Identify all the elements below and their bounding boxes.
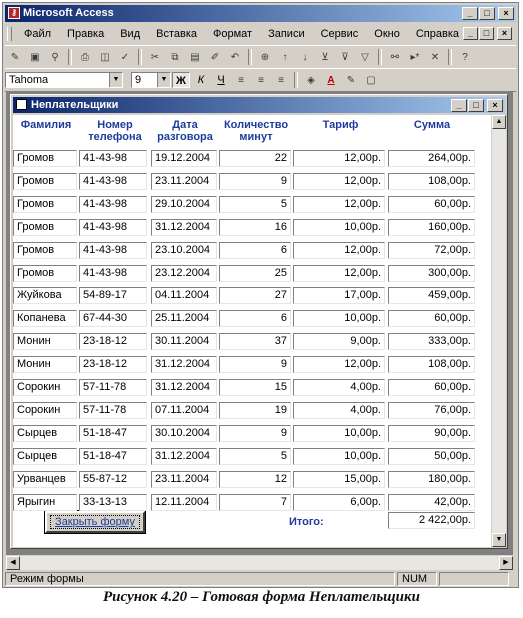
copy-icon[interactable]: ⧉ — [171, 51, 179, 63]
cell-sum[interactable]: 333,00р. — [388, 333, 475, 350]
filter-selection-icon[interactable]: ⊻ — [321, 51, 329, 63]
cell-minutes[interactable]: 9 — [219, 425, 291, 442]
cell-minutes[interactable]: 5 — [219, 196, 291, 213]
cell-tariff[interactable]: 4,00р. — [293, 402, 385, 419]
hyperlink-icon[interactable]: ⊕ — [260, 51, 270, 63]
cell-sum[interactable]: 108,00р. — [388, 356, 475, 373]
cell-date[interactable]: 19.12.2004 — [151, 150, 217, 167]
font-dropdown-icon[interactable]: ▼ — [109, 73, 122, 87]
cell-phone[interactable]: 51-18-47 — [79, 448, 147, 465]
new-record-icon[interactable]: ▸* — [410, 51, 420, 63]
header-date: Дата разговора — [157, 119, 213, 143]
cell-tariff[interactable]: 10,00р. — [293, 448, 385, 465]
design-view-icon[interactable]: ✎ — [10, 51, 20, 63]
cell-date[interactable]: 07.11.2004 — [151, 402, 217, 419]
status-mode: Режим формы — [5, 572, 395, 586]
close-form-label: Закрыть форму — [50, 515, 140, 529]
menu-grip[interactable] — [7, 27, 12, 41]
find-icon[interactable]: ⚯ — [390, 51, 400, 63]
cell-phone[interactable]: 41-43-98 — [79, 219, 147, 236]
cell-sum[interactable]: 459,00р. — [388, 287, 475, 304]
cell-phone[interactable]: 57-11-78 — [79, 402, 147, 419]
cell-date[interactable]: 29.10.2004 — [151, 196, 217, 213]
help-icon[interactable]: ? — [462, 51, 468, 63]
cell-surname[interactable]: Ярыгин — [13, 494, 77, 511]
menu-window[interactable]: Окно — [374, 28, 400, 40]
maximize-button[interactable]: □ — [479, 7, 495, 20]
menu-bar — [5, 25, 516, 43]
access-window — [2, 2, 519, 588]
cell-phone[interactable]: 41-43-98 — [79, 265, 147, 282]
scroll-right-icon[interactable]: ▶ — [499, 556, 513, 570]
font-size-dropdown-icon[interactable]: ▼ — [157, 73, 170, 87]
minimize-button[interactable]: _ — [462, 7, 478, 20]
form-title: Неплательщики — [31, 99, 119, 111]
cell-surname[interactable]: Жуйкова — [13, 287, 77, 304]
cell-sum[interactable]: 50,00р. — [388, 448, 475, 465]
undo-icon[interactable]: ↶ — [230, 51, 240, 63]
cell-tariff[interactable]: 10,00р. — [293, 425, 385, 442]
cell-date[interactable]: 30.11.2004 — [151, 333, 217, 350]
status-bar — [5, 571, 516, 587]
cell-phone[interactable]: 41-43-98 — [79, 242, 147, 259]
cell-sum[interactable]: 60,00р. — [388, 196, 475, 213]
scroll-left-icon[interactable]: ◀ — [6, 556, 20, 570]
search-file-icon[interactable]: ⚲ — [51, 51, 59, 63]
align-right-icon[interactable]: ≡ — [278, 74, 284, 86]
italic-button[interactable]: К — [197, 74, 205, 86]
cell-surname[interactable]: Громов — [13, 150, 77, 167]
form-window — [10, 94, 508, 549]
cell-tariff[interactable]: 12,00р. — [293, 242, 385, 259]
menu-format[interactable]: Формат — [213, 28, 253, 40]
cell-tariff[interactable]: 12,00р. — [293, 265, 385, 282]
cell-minutes[interactable]: 15 — [219, 379, 291, 396]
bold-button[interactable]: Ж — [172, 72, 190, 88]
print-preview-icon[interactable]: ◫ — [100, 51, 110, 63]
close-button[interactable]: × — [498, 7, 514, 20]
cell-phone[interactable]: 23-18-12 — [79, 356, 147, 373]
horizontal-scrollbar[interactable] — [6, 556, 513, 570]
cell-sum[interactable]: 60,00р. — [388, 310, 475, 327]
header-surname: Фамилия — [20, 119, 72, 131]
cell-tariff[interactable]: 10,00р. — [293, 219, 385, 236]
cell-phone[interactable]: 67-44-30 — [79, 310, 147, 327]
cell-tariff[interactable]: 12,00р. — [293, 356, 385, 373]
cell-tariff[interactable]: 17,00р. — [293, 287, 385, 304]
app-titlebar — [5, 5, 516, 22]
cell-surname[interactable]: Громов — [13, 196, 77, 213]
cell-minutes[interactable]: 9 — [219, 356, 291, 373]
menu-records[interactable]: Записи — [268, 28, 305, 40]
cell-phone[interactable]: 54-89-17 — [79, 287, 147, 304]
cell-sum[interactable]: 300,00р. — [388, 265, 475, 282]
app-title: Microsoft Access — [23, 7, 114, 19]
cell-minutes[interactable]: 7 — [219, 494, 291, 511]
cell-tariff[interactable]: 12,00р. — [293, 150, 385, 167]
cell-minutes[interactable]: 16 — [219, 219, 291, 236]
cell-phone[interactable]: 41-43-98 — [79, 150, 147, 167]
header-tariff: Тариф — [322, 119, 359, 131]
cell-phone[interactable]: 57-11-78 — [79, 379, 147, 396]
cell-minutes[interactable]: 12 — [219, 471, 291, 488]
form-body — [13, 115, 491, 547]
form-maximize-button[interactable]: □ — [468, 99, 484, 112]
cell-minutes[interactable]: 22 — [219, 150, 291, 167]
cell-phone[interactable]: 41-43-98 — [79, 173, 147, 190]
doc-restore-button[interactable]: □ — [479, 27, 494, 40]
status-num: NUM — [397, 572, 437, 586]
form-minimize-button[interactable]: _ — [451, 99, 467, 112]
font-value: Tahoma — [9, 74, 49, 86]
cell-surname[interactable]: Сырцев — [13, 425, 77, 442]
cell-date[interactable]: 25.11.2004 — [151, 310, 217, 327]
form-close-button[interactable]: × — [487, 99, 503, 112]
spelling-icon[interactable]: ✓ — [120, 51, 130, 63]
cell-minutes[interactable]: 25 — [219, 265, 291, 282]
cell-phone[interactable]: 55-87-12 — [79, 471, 147, 488]
font-size-value: 9 — [135, 74, 142, 86]
close-form-button[interactable] — [45, 511, 145, 533]
cell-minutes[interactable]: 37 — [219, 333, 291, 350]
cell-tariff[interactable]: 9,00р. — [293, 333, 385, 350]
cell-sum[interactable]: 160,00р. — [388, 219, 475, 236]
cell-surname[interactable]: Громов — [13, 219, 77, 236]
cell-surname[interactable]: Копанева — [13, 310, 77, 327]
cell-surname[interactable]: Сорокин — [13, 379, 77, 396]
paste-icon[interactable]: ▤ — [190, 51, 200, 63]
cell-surname[interactable]: Громов — [13, 265, 77, 282]
menu-help[interactable]: Справка — [415, 28, 459, 40]
menu-tools[interactable]: Сервис — [320, 28, 359, 40]
cell-sum[interactable]: 42,00р. — [388, 494, 475, 511]
header-minutes: Количество минут — [223, 119, 289, 143]
print-icon[interactable]: ⎙ — [81, 51, 89, 63]
scroll-up-icon[interactable]: ▲ — [492, 115, 506, 129]
cell-tariff[interactable]: 15,00р. — [293, 471, 385, 488]
cell-sum[interactable]: 76,00р. — [388, 402, 475, 419]
cell-minutes[interactable]: 6 — [219, 242, 291, 259]
formatting-toolbar — [5, 68, 516, 92]
form-icon — [16, 99, 27, 110]
cell-minutes[interactable]: 19 — [219, 402, 291, 419]
menu-file[interactable]: Файл — [24, 28, 52, 40]
border-icon[interactable]: ▢ — [366, 74, 376, 86]
cell-date[interactable]: 30.10.2004 — [151, 425, 217, 442]
cell-date[interactable]: 23.12.2004 — [151, 265, 217, 282]
cell-sum[interactable]: 264,00р. — [388, 150, 475, 167]
cell-tariff[interactable]: 10,00р. — [293, 310, 385, 327]
header-phone: Номер телефона — [88, 119, 142, 143]
cell-sum[interactable]: 60,00р. — [388, 379, 475, 396]
cell-phone[interactable]: 33-13-13 — [79, 494, 147, 511]
cell-surname[interactable]: Сорокин — [13, 402, 77, 419]
cell-date[interactable]: 12.11.2004 — [151, 494, 217, 511]
cell-date[interactable]: 31.12.2004 — [151, 379, 217, 396]
cell-surname[interactable]: Урванцев — [13, 471, 77, 488]
cell-sum[interactable]: 180,00р. — [388, 471, 475, 488]
cell-tariff[interactable]: 6,00р. — [293, 494, 385, 511]
cell-surname[interactable]: Сырцев — [13, 448, 77, 465]
save-icon[interactable]: ▣ — [30, 51, 40, 63]
standard-toolbar — [5, 45, 516, 69]
format-painter-icon[interactable]: ✐ — [210, 51, 220, 63]
sort-descending-icon[interactable]: ↓ — [302, 51, 308, 63]
cell-date[interactable]: 23.10.2004 — [151, 242, 217, 259]
sort-ascending-icon[interactable]: ↑ — [282, 51, 288, 63]
cell-sum[interactable]: 72,00р. — [388, 242, 475, 259]
cell-date[interactable]: 31.12.2004 — [151, 356, 217, 373]
apply-filter-icon[interactable]: ▽ — [361, 51, 369, 63]
figure-caption: Рисунок 4.20 – Готовая форма Неплательщики — [103, 589, 420, 605]
cut-icon[interactable]: ✂ — [150, 51, 160, 63]
cell-minutes[interactable]: 6 — [219, 310, 291, 327]
line-color-icon[interactable]: ✎ — [346, 74, 356, 86]
cell-surname[interactable]: Монин — [13, 356, 77, 373]
total-label: Итого: — [289, 516, 324, 528]
header-sum: Сумма — [413, 119, 451, 131]
doc-minimize-button[interactable]: _ — [463, 27, 478, 40]
cell-phone[interactable]: 51-18-47 — [79, 425, 147, 442]
cell-minutes[interactable]: 9 — [219, 173, 291, 190]
align-center-icon[interactable]: ≡ — [258, 74, 264, 86]
status-empty — [439, 572, 509, 586]
scroll-down-icon[interactable]: ▼ — [492, 533, 506, 547]
cell-minutes[interactable]: 5 — [219, 448, 291, 465]
cell-minutes[interactable]: 27 — [219, 287, 291, 304]
cell-sum[interactable]: 108,00р. — [388, 173, 475, 190]
cell-date[interactable]: 23.11.2004 — [151, 471, 217, 488]
doc-close-button[interactable]: × — [497, 27, 512, 40]
cell-surname[interactable]: Громов — [13, 242, 77, 259]
access-key-icon: ⚷ — [8, 7, 20, 19]
cell-phone[interactable]: 23-18-12 — [79, 333, 147, 350]
cell-tariff[interactable]: 12,00р. — [293, 196, 385, 213]
fill-color-icon[interactable]: ◈ — [307, 74, 315, 86]
font-combo[interactable] — [5, 72, 123, 88]
cell-sum[interactable]: 90,00р. — [388, 425, 475, 442]
cell-date[interactable]: 04.11.2004 — [151, 287, 217, 304]
font-color-icon[interactable]: A — [327, 74, 335, 86]
font-size-combo[interactable] — [131, 72, 171, 88]
cell-surname[interactable]: Монин — [13, 333, 77, 350]
form-titlebar — [13, 97, 505, 113]
cell-tariff[interactable]: 12,00р. — [293, 173, 385, 190]
cell-surname[interactable]: Громов — [13, 173, 77, 190]
menu-insert[interactable]: Вставка — [156, 28, 198, 40]
cell-date[interactable]: 23.11.2004 — [151, 173, 217, 190]
menu-view[interactable]: Вид — [120, 28, 141, 40]
total-value[interactable]: 2 422,00р. — [388, 512, 475, 529]
delete-record-icon[interactable]: ✕ — [430, 51, 440, 63]
underline-button[interactable]: Ч — [217, 74, 225, 86]
cell-tariff[interactable]: 4,00р. — [293, 379, 385, 396]
cell-date[interactable]: 31.12.2004 — [151, 219, 217, 236]
menu-edit[interactable]: Правка — [67, 28, 105, 40]
vertical-scrollbar[interactable] — [492, 115, 506, 547]
cell-phone[interactable]: 41-43-98 — [79, 196, 147, 213]
mdi-client-area — [6, 92, 513, 555]
align-left-icon[interactable]: ≡ — [238, 74, 244, 86]
cell-date[interactable]: 31.12.2004 — [151, 448, 217, 465]
filter-form-icon[interactable]: ⊽ — [341, 51, 349, 63]
